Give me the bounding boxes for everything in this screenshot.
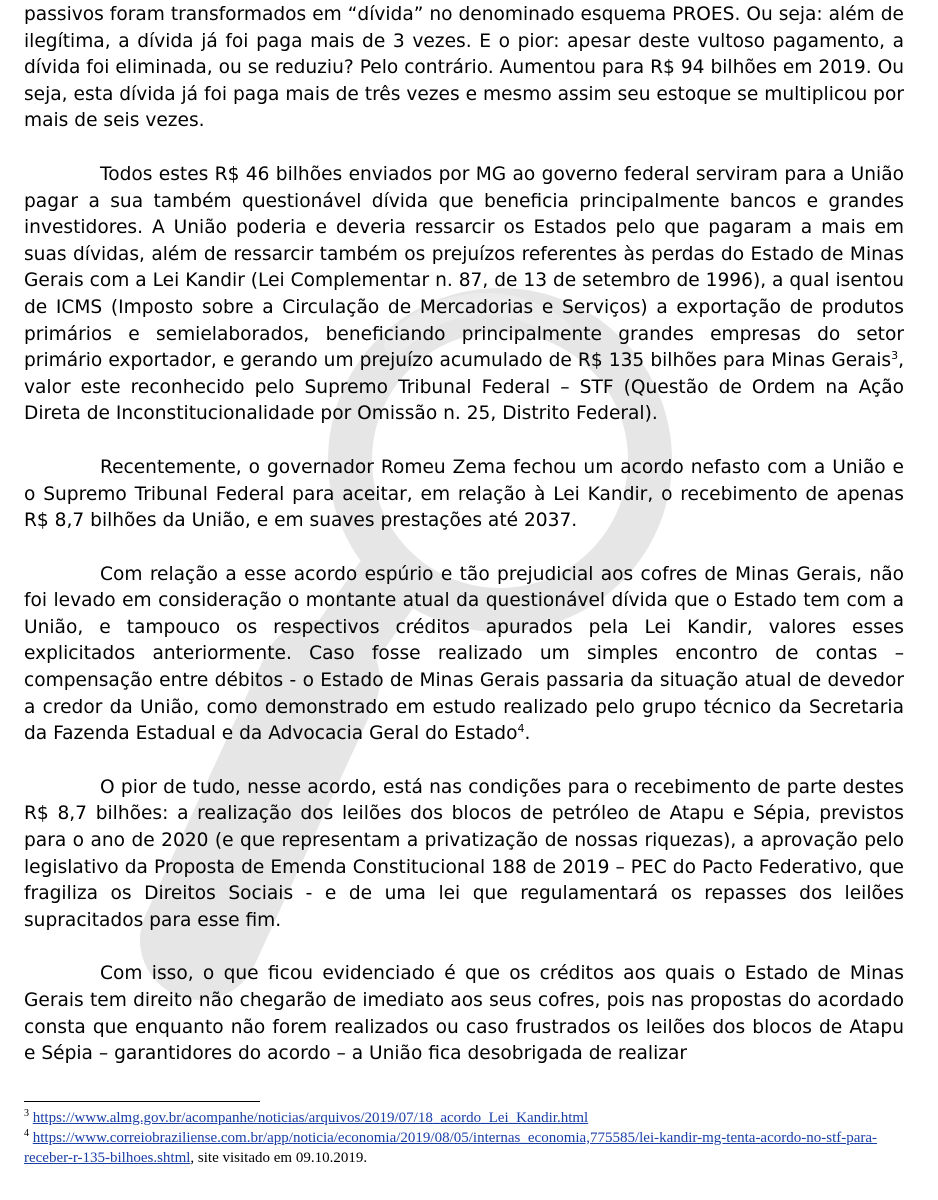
footnote-divider [24, 1101, 260, 1102]
paragraph-text: Com isso, o que ficou evidenciado é que os créditos aos quais o Estado de Minas Gerais tem direito não chegarão de imediato aos seus cofres, pois nas propostas do acordado consta que enquanto não forem realizados ou caso frustrados os leilões dos blocos de Atapu e Sépia – garantidores do acordo – a União fica desobrigada de realizar [24, 963, 904, 1065]
paragraph-text: Todos estes R$ 46 bilhões enviados por MG ao governo federal serviram para a União pagar a sua também questionável dívida que beneficia principalmente bancos e grandes investidores. A União poderia e deveria ressarcir os Estados pelo que pagaram a mais em suas dívidas, além de ressarcir também os prejuízos referentes às perdas do Estado de Minas Gerais com a Lei Kandir (Lei Complementar n. 87, de 13 de setembro de 1996), a qual isentou de ICMS (Imposto sobre a Circulação de Mercadorias e Serviços) a exportação de produtos primários e semielaborados, beneficiando principalmente grandes empresas do setor primário exportador, e gerando um prejuízo acumulado de R$ 135 bilhões para Minas Gerais [24, 163, 904, 372]
footnote-number: 3 [24, 1108, 29, 1119]
footnote-link[interactable]: https://www.correiobraziliense.com.br/app/noticia/economia/2019/08/05/internas_economia,775585/lei-kandir-mg-tenta-acordo-no-stf-para-receber-r-135-bilhoes.shtml [24, 1130, 878, 1166]
paragraph [24, 562, 904, 748]
paragraph [24, 455, 904, 535]
paragraph [24, 2, 904, 135]
paragraph-text: Com relação a esse acordo espúrio e tão prejudicial aos cofres de Minas Gerais, não foi levado em consideração o montante atual da questionável dívida que o Estado tem com a União, e tampouco os respectivos créditos apurados pela Lei Kandir, valores esses explicitados anteriormente. Caso fosse realizado um simples encontro de contas – compensação entre débitos - o Estado de Minas Gerais passaria da situação atual de devedor a credor da União, como demonstrado em estudo realizado pelo grupo técnico da Secretaria da Fazenda Estadual e da Advocacia Geral do Estado [24, 563, 904, 745]
footnote [24, 1108, 904, 1128]
paragraph-text: passivos foram transformados em “dívida” no denominado esquema PROES. Ou seja: além de ilegítima, a dívida já foi paga mais de 3 vezes. E o pior: apesar deste vultoso pagamento, a dívida foi eliminada, ou se reduziu? Pelo contrário. Aumentou para R$ 94 bilhões em 2019. Ou seja, esta dívida já foi paga mais de três vezes e mesmo assim seu estoque se multiplicou por mais de seis vezes. [24, 4, 904, 132]
paragraph [24, 775, 904, 935]
footnotes [24, 1101, 904, 1168]
footnote-reference[interactable]: 4 [517, 722, 525, 736]
paragraph-text: O pior de tudo, nesse acordo, está nas condições para o recebimento de parte destes R$ 8,7 bilhões: a realização dos leilões dos blocos de petróleo de Atapu e Sépia, previstos para o ano de 2020 (e que representam a privatização de nossas riquezas), a aprovação pelo legislativo da Proposta de Emenda Constitucional 188 de 2019 – PEC do Pacto Federativo, que fragiliza os Direitos Sociais - e de uma lei que regulamentará os repasses dos leilões supracitados para esse fim. [24, 776, 904, 931]
document-body [24, 2, 904, 1068]
paragraph [24, 162, 904, 428]
paragraph-text: Recentemente, o governador Romeu Zema fechou um acordo nefasto com a União e o Supremo Tribunal Federal para aceitar, em relação à Lei Kandir, o recebimento de apenas R$ 8,7 bilhões da União, e em suaves prestações até 2037. [24, 456, 904, 532]
paragraph [24, 961, 904, 1067]
footnote [24, 1128, 904, 1168]
footnote-reference[interactable]: 3 [891, 348, 899, 362]
paragraph-text: . [524, 723, 531, 745]
footnote-suffix: , site visitado em 09.10.2019. [190, 1150, 368, 1166]
footnote-link[interactable]: https://www.almg.gov.br/acompanhe/noticias/arquivos/2019/07/18_acordo_Lei_Kandir.html [32, 1110, 589, 1126]
footnote-number: 4 [24, 1128, 29, 1139]
paragraph-text: , valor este reconhecido pelo Supremo Tribunal Federal – STF (Questão de Ordem na Ação Direta de Inconstitucionalidade por Omissão n. 25, Distrito Federal). [24, 350, 904, 425]
